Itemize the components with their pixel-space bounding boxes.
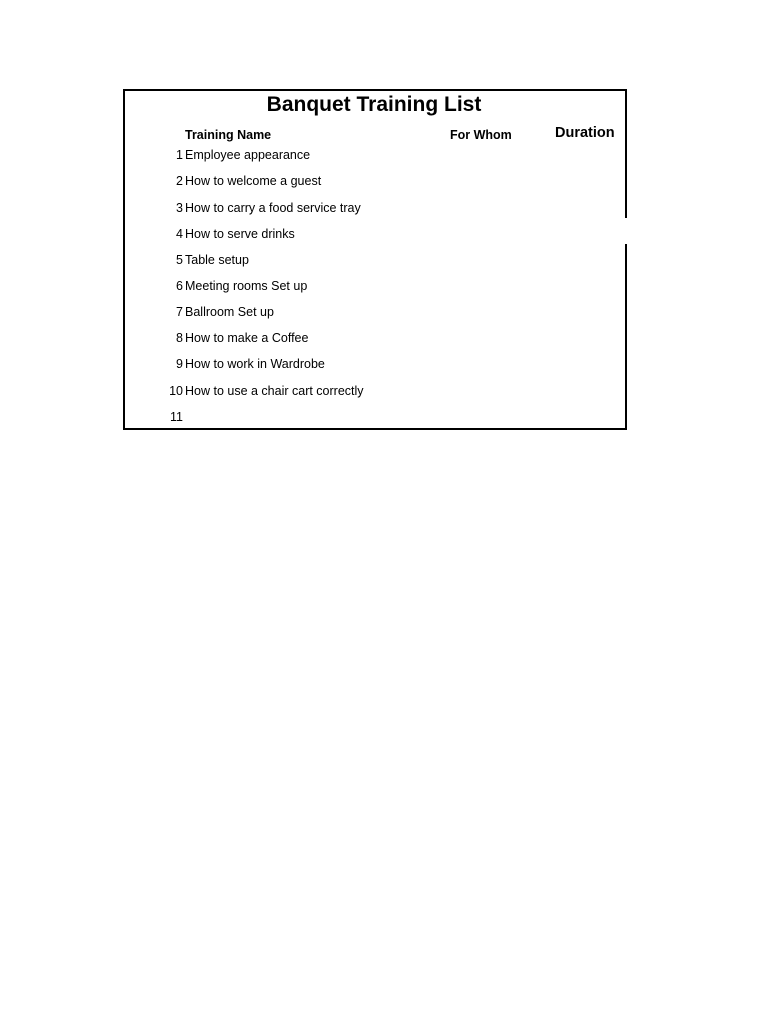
- training-name: How to make a Coffee: [185, 331, 309, 345]
- column-header-duration: Duration: [555, 125, 615, 141]
- row-number: 1: [176, 148, 183, 162]
- row-number: 2: [176, 174, 183, 188]
- row-number: 3: [176, 201, 183, 215]
- border-gap: [622, 218, 628, 244]
- column-header-for-whom: For Whom: [450, 128, 512, 142]
- training-name: Meeting rooms Set up: [185, 279, 308, 293]
- row-number: 6: [176, 279, 183, 293]
- training-name: How to serve drinks: [185, 227, 295, 241]
- row-number: 9: [176, 357, 183, 371]
- training-name: How to use a chair cart correctly: [185, 384, 364, 398]
- row-number: 8: [176, 331, 183, 345]
- row-number: 5: [176, 253, 183, 267]
- training-name: How to work in Wardrobe: [185, 357, 325, 371]
- row-number: 4: [176, 227, 183, 241]
- row-number: 11: [170, 410, 183, 424]
- training-name: How to carry a food service tray: [185, 201, 361, 215]
- row-number: 7: [176, 305, 183, 319]
- training-name: Ballroom Set up: [185, 305, 274, 319]
- training-name: Employee appearance: [185, 148, 311, 162]
- page-title: Banquet Training List: [266, 93, 482, 116]
- column-header-training-name: Training Name: [185, 128, 272, 142]
- row-number: 10: [169, 384, 183, 398]
- training-name: How to welcome a guest: [185, 174, 322, 188]
- training-name: Table setup: [185, 253, 249, 267]
